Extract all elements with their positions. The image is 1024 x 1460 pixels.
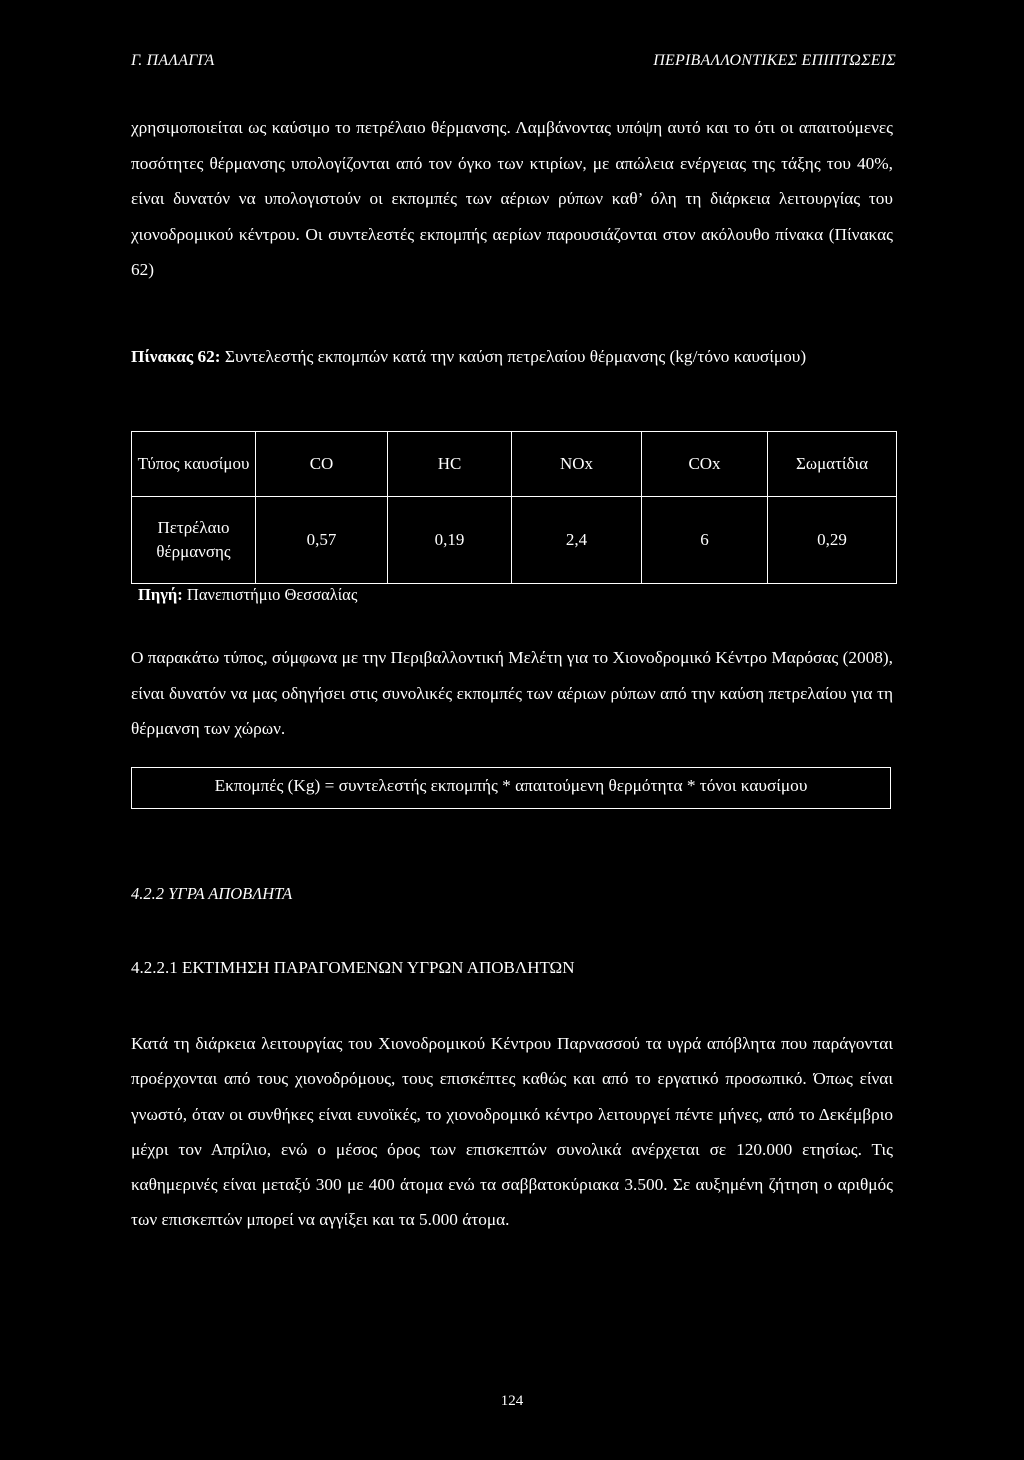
cell-cox-value: 6 (642, 497, 768, 584)
emission-factors-table (131, 431, 897, 584)
intro-paragraph (131, 110, 893, 288)
table-caption-text: Συντελεστής εκπομπών κατά την καύση πετρελαίου θέρμανσης (kg/τόνο καυσίμου) (220, 347, 807, 366)
subsection-heading: 4.2.2.1 ΕΚΤΙΜΗΣΗ ΠΑΡΑΓΟΜΕΝΩΝ ΥΓΡΩΝ ΑΠΟΒΛΗΤΩΝ (131, 958, 575, 977)
body-paragraph (131, 1026, 893, 1238)
table-header-row (132, 432, 897, 497)
cell-hc-value: 0,19 (388, 497, 512, 584)
header-cell-hc: HC (388, 432, 512, 497)
page-number: 124 (500, 1393, 524, 1409)
section-heading: 4.2.2 ΥΓΡΑ ΑΠΟΒΛΗΤΑ (131, 884, 293, 903)
header-cell-particles: Σωματίδια (768, 432, 897, 497)
formula-intro-text: Ο παρακάτω τύπος, σύμφωνα με την Περιβαλλοντική Μελέτη για το Χιονοδρομικό Κέντρο Μαρόσας (2008), είναι δυνατόν να μας οδηγήσει στις συνολικές εκπομπές των αέριων ρύπων από την καύση πετρελαίου για τη θέρμανση των χώρων. (131, 648, 893, 738)
body-paragraph-text: Κατά τη διάρκεια λειτουργίας του Χιονοδρομικού Κέντρου Παρνασσού τα υγρά απόβλητα που παράγονται προέρχονται από τους χιονοδρόμους, τους επισκέπτες καθώς και από το εργατικό προσωπικό. Όπως είναι γνωστό, όταν οι συνθήκες είναι ευνοϊκές, το χιονοδρομικό κέντρο λειτουργεί πέντε μήνες, από το Δεκέμβριο μέχρι τον Απρίλιο, ενώ ο μέσος όρος των επισκεπτών συνολικά ανέρχεται σε 120.000 ετησίως. Τις καθημερινές είναι μεταξύ 300 με 400 άτομα ενώ τα σαββατοκύριακα 3.500. Σε αυξημένη ζήτηση ο αριθμός των επισκεπτών μπορεί να αγγίξει και τα 5.000 άτομα. (131, 1034, 893, 1230)
emissions-formula-box: Εκπομπές (Kg) = συντελεστής εκπομπής * απαιτούμενη θερμότητα * τόνοι καυσίμου (131, 767, 891, 809)
header-chapter-title: ΠΕΡΙΒΑΛΛΟΝΤΙΚΕΣ ΕΠΙΠΤΩΣΕΙΣ (653, 52, 896, 69)
table-source (138, 585, 357, 605)
table-caption (131, 338, 893, 375)
source-label: Πηγή: (138, 585, 183, 604)
header-cell-cox: COx (642, 432, 768, 497)
header-cell-fuel-type: Τύπος καυσίμου (132, 432, 256, 497)
cell-co-value: 0,57 (256, 497, 388, 584)
header-author: Γ. ΠΑΛΑΓΓΑ (131, 52, 215, 69)
header-cell-co: CO (256, 432, 388, 497)
formula-intro-paragraph (131, 640, 893, 747)
cell-fuel-name: Πετρέλαιο θέρμανσης (132, 497, 256, 584)
header-cell-nox: NOx (512, 432, 642, 497)
table-caption-label: Πίνακας 62: (131, 347, 221, 366)
cell-particles-value: 0,29 (768, 497, 897, 584)
intro-paragraph-text: χρησιμοποιείται ως καύσιμο το πετρέλαιο θέρμανσης. Λαμβάνοντας υπόψη αυτό και το ότι οι απαιτούμενες ποσότητες θέρμανσης υπολογίζονται από τον όγκο των κτιρίων, με απώλεια ενέργειας της τάξης του 40%, είναι δυνατόν να υπολογιστούν οι εκπομπές των αέριων ρύπων καθ’ όλη τη διάρκεια λειτουργίας του χιονοδρομικού κέντρου. Οι συντελεστές εκπομπής αερίων παρουσιάζονται στον ακόλουθο πίνακα (Πίνακας 62) (131, 118, 893, 279)
source-text: Πανεπιστήμιο Θεσσαλίας (182, 585, 358, 604)
table-row (132, 497, 897, 584)
cell-nox-value: 2,4 (512, 497, 642, 584)
